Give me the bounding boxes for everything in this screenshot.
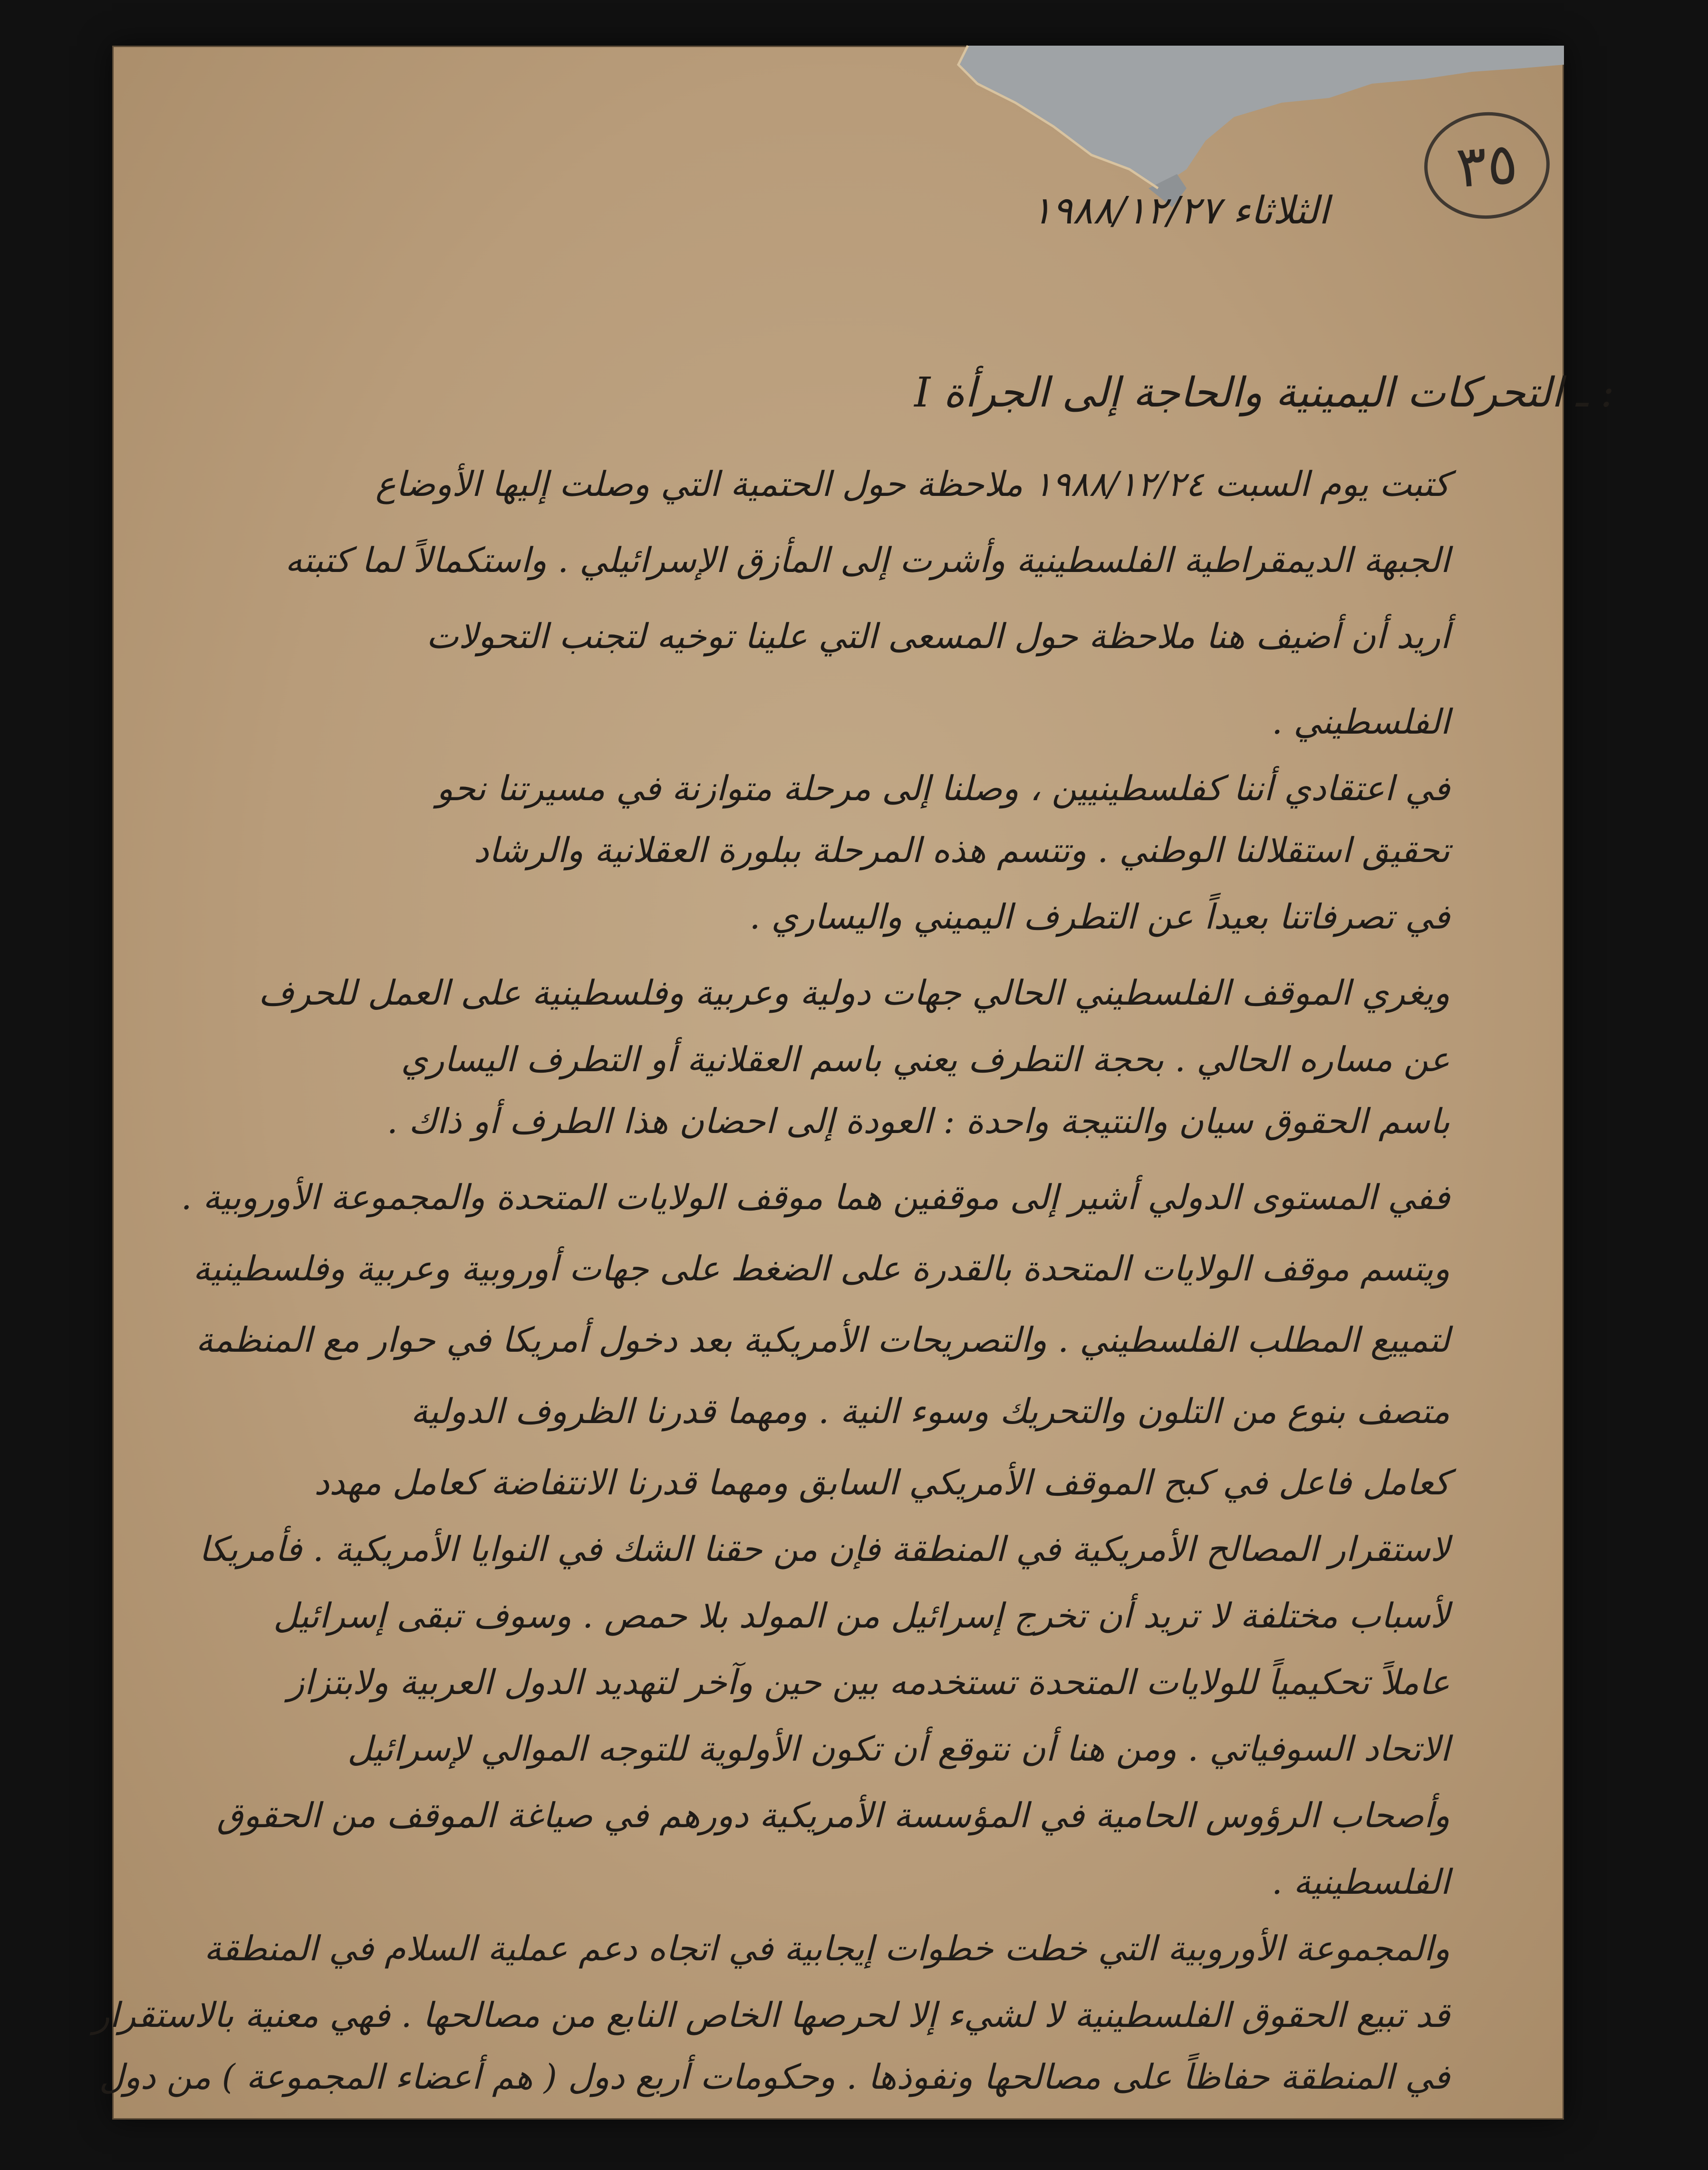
text-line: كتبت يوم السبت ١٩٨٨/١٢/٢٤ ملاحظة حول الحتمية التي وصلت إليها الأوضاع <box>375 464 1450 504</box>
text-line: عن مساره الحالي . بحجة التطرف يعني باسم العقلانية أو التطرف اليساري <box>401 1039 1450 1079</box>
date-line: الثلاثاء ١٩٨٨/١٢/٢٧ <box>1032 188 1329 232</box>
text-line: لتمييع المطلب الفلسطيني . والتصريحات الأمريكية بعد دخول أمريكا في حوار مع المنظمة <box>195 1320 1450 1360</box>
text-line: في المنطقة حفاظاً على مصالحها ونفوذها . وحكومات أربع دول ( هم أعضاء المجموعة ) من دول <box>99 2057 1450 2097</box>
text-line: الاتحاد السوفياتي . ومن هنا أن نتوقع أن تكون الأولوية للتوجه الموالي لإسرائيل <box>347 1729 1450 1769</box>
manuscript-page <box>93 46 1614 2120</box>
text-line: والمجموعة الأوروبية التي خطت خطوات إيجابية في اتجاه دعم عملية السلام في المنطقة <box>204 1928 1450 1968</box>
text-line: كعامل فاعل في كبح الموقف الأمريكي السابق ومهما قدرنا الانتفاضة كعامل مهدد <box>314 1463 1450 1502</box>
page-number-circle: ٣٥ <box>1421 108 1554 223</box>
text-line: تحقيق استقلالنا الوطني . وتتسم هذه المرحلة ببلورة العقلانية والرشاد <box>473 830 1450 870</box>
text-line: قد تبيع الحقوق الفلسطينية لا لشيء إلا لحرصها الخاص النابع من مصالحها . فهي معنية بالاستقرار <box>93 1995 1450 2035</box>
text-line: لأسباب مختلفة لا تريد أن تخرج إسرائيل من المولد بلا حمص . وسوف تبقى إسرائيل <box>273 1596 1450 1636</box>
text-line: ويتسم موقف الولايات المتحدة بالقدرة على الضغط على جهات أوروبية وعربية وفلسطينية <box>193 1249 1450 1288</box>
text-line: متصف بنوع من التلون والتحريك وسوء النية . ومهما قدرنا الظروف الدولية <box>410 1391 1450 1431</box>
text-line: الفلسطيني . <box>1272 702 1450 742</box>
section-heading: I ـ التحركات اليمينية والحاجة إلى الجرأة : <box>914 369 1614 417</box>
text-line: في تصرفاتنا بعيداً عن التطرف اليميني واليساري . <box>749 897 1450 937</box>
text-line: باسم الحقوق سيان والنتيجة واحدة : العودة إلى احضان هذا الطرف أو ذاك . <box>386 1101 1450 1141</box>
text-line: عاملاً تحكيمياً للولايات المتحدة تستخدمه بين حين وآخر لتهديد الدول العربية ولابتزاز <box>288 1662 1450 1702</box>
text-line: في اعتقادي أننا كفلسطينيين ، وصلنا إلى مرحلة متوازنة في مسيرتنا نحو <box>436 768 1450 808</box>
text-line: أريد أن أضيف هنا ملاحظة حول المسعى التي علينا توخيه لتجنب التحولات <box>426 616 1450 656</box>
text-line: الفلسطينية . <box>1271 1862 1450 1902</box>
text-line: لاستقرار المصالح الأمريكية في المنطقة فإن من حقنا الشك في النوايا الأمريكية . فأمريكا <box>199 1529 1450 1569</box>
text-line: ويغري الموقف الفلسطيني الحالي جهات دولية وعربية وفلسطينية على العمل للحرف <box>258 973 1450 1013</box>
text-line: وأصحاب الرؤوس الحامية في المؤسسة الأمريكية دورهم في صياغة الموقف من الحقوق <box>216 1795 1450 1835</box>
text-line: ففي المستوى الدولي أشير إلى موقفين هما موقف الولايات المتحدة والمجموعة الأوروبية . <box>181 1177 1450 1217</box>
text-line: الجبهة الديمقراطية الفلسطينية وأشرت إلى المأزق الإسرائيلي . واستكمالاً لما كتبته <box>285 540 1450 580</box>
torn-top-edge <box>112 46 1564 293</box>
